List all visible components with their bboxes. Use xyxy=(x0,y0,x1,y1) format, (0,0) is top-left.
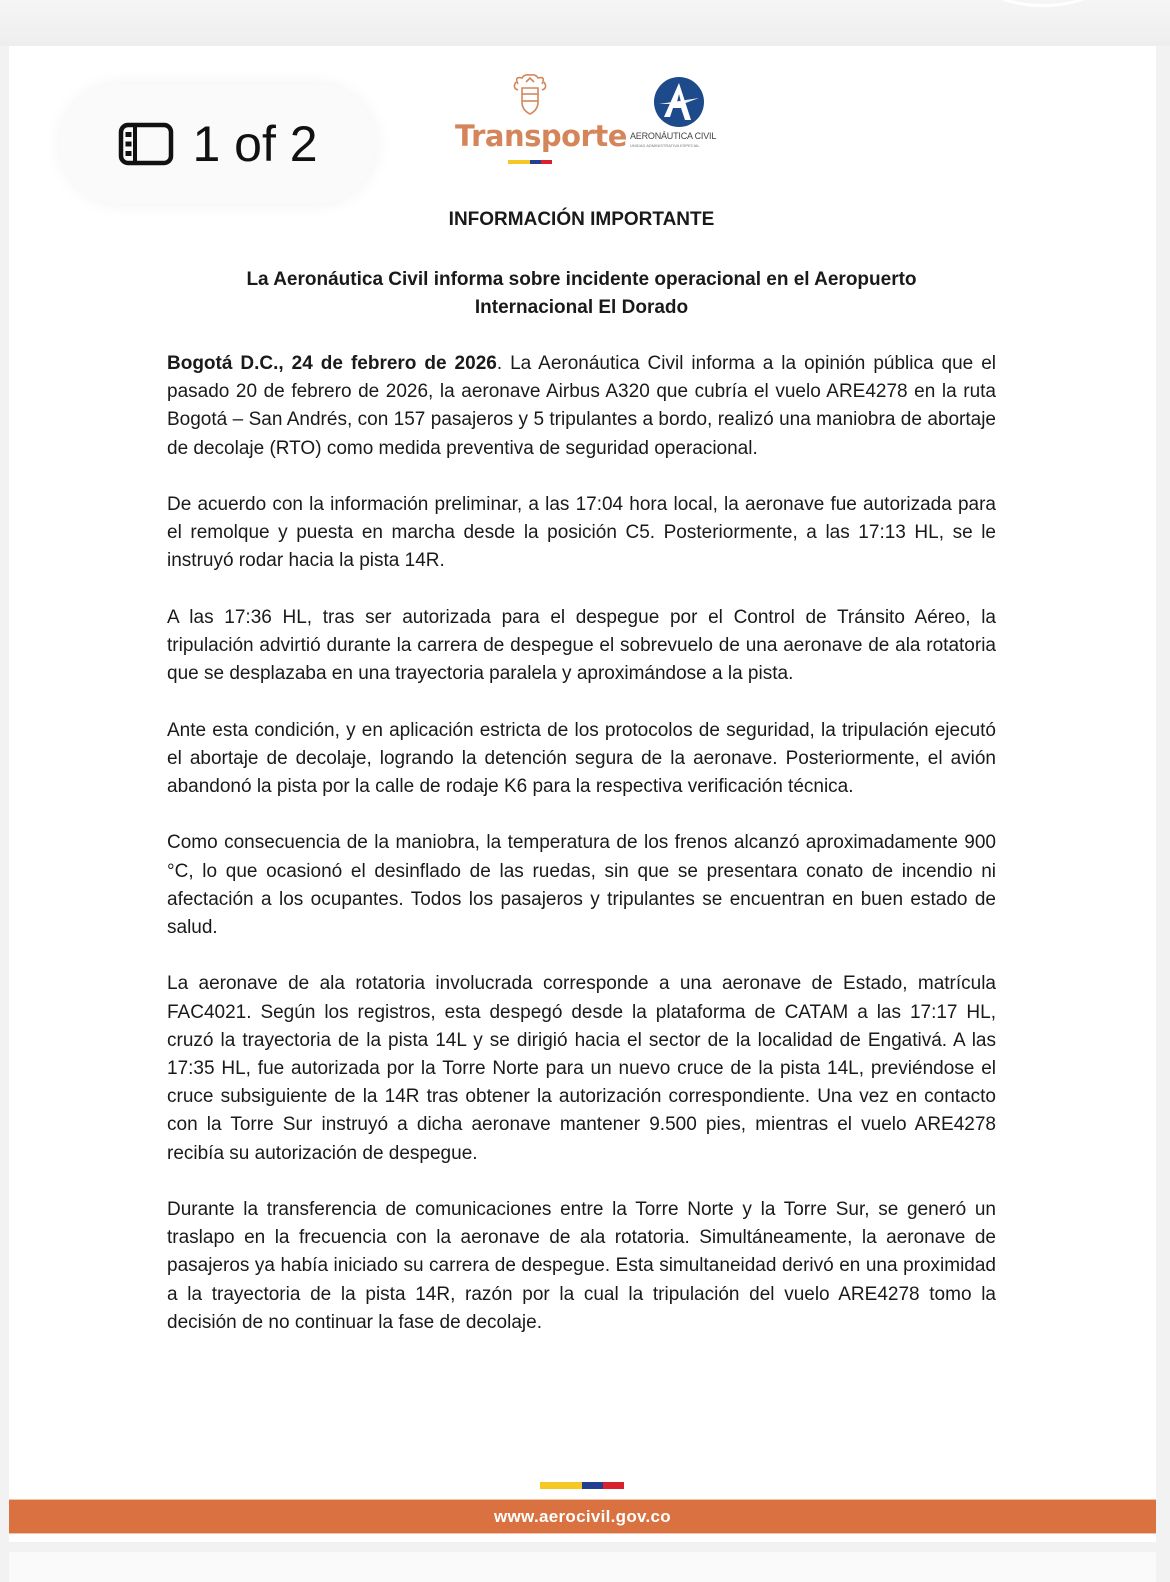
next-page-edge xyxy=(9,1552,1156,1582)
transporte-wordmark: Transporte xyxy=(455,119,627,153)
paragraph-7: Durante la transferencia de comunicaciones entre la Torre Norte y la Torre Sur, se generó un traslapo en la frecuencia con la aeronave de ala rotatoria. Simultáneamente, la aeronave de pasajeros ya había iniciado su carrera de despegue. Esta simultaneidad derivó en una proximidad a la trayectoria de la pista 14R, razón por la cual la tripulación del vuelo ARE4278 tomo la decisión de no continuar la fase de decolaje. xyxy=(167,1199,996,1333)
aerocivil-a-star-icon xyxy=(653,76,705,133)
sidebar-thumbnails-icon xyxy=(118,122,174,166)
viewer-top-bar xyxy=(0,0,1170,46)
document-heading: INFORMACIÓN IMPORTANTE xyxy=(448,209,715,230)
document-subtitle xyxy=(160,266,1003,322)
document-body xyxy=(167,350,996,1365)
footer-band xyxy=(9,1499,1156,1534)
colombia-coat-of-arms-icon xyxy=(510,72,550,123)
paragraph-2: De acuerdo con la información preliminar, a las 17:04 hora local, la aeronave fue autorizada para el remolque y puesta en marcha desde la posición C5. Posteriormente, a las 17:13 HL, se le instruyó rodar hacia la pista 14R. xyxy=(167,494,996,572)
paragraph-5: Como consecuencia de la maniobra, la temperatura de los frenos alcanzó aproximadamente 900 °C, lo que ocasionó el desinflado de las ruedas, sin que se presentara conato de incendio ni afectación a los ocupantes. Todos los pasajeros y tripulantes se encuentran en buen estado de salud. xyxy=(167,832,996,938)
dateline: Bogotá D.C., 24 de febrero de 2026 xyxy=(167,353,497,374)
page-counter-text: 1 of 2 xyxy=(192,116,318,172)
footer-flag-stripe xyxy=(540,1482,624,1489)
subtitle-line-2: Internacional El Dorado xyxy=(474,297,689,318)
aerocivil-name: AERONÁUTICA CIVIL xyxy=(630,131,717,141)
aerocivil-logo xyxy=(625,76,740,156)
paragraph-1-text: . La Aeronáutica Civil informa a la opinión pública que el pasado 20 de febrero de 2026, la aeronave Airbus A320 que cubría el vuelo ARE4278 en la ruta Bogotá – San Andrés, con 157 pasajeros y 5 tripulantes a bordo, realizó una maniobra de abortaje de decolaje (RTO) como medida preventiva de seguridad operacional. xyxy=(167,353,997,459)
page-counter-pill[interactable] xyxy=(60,84,376,204)
footer-url-link[interactable]: www.aerocivil.gov.co xyxy=(494,1506,671,1526)
paragraph-4: Ante esta condición, y en aplicación estricta de los protocolos de seguridad, la tripulación ejecutó el abortaje de decolaje, logrando la detención segura de la aeronave. Posteriormente, el avión abandonó la pista por la calle de rodaje K6 para la respectiva verificación técnica. xyxy=(167,719,996,797)
colombia-flag-stripe xyxy=(508,160,552,164)
subtitle-line-1: La Aeronáutica Civil informa sobre incidente operacional en el Aeropuerto xyxy=(246,269,917,290)
aerocivil-subtitle: UNIDAD ADMINISTRATIVA ESPECIAL xyxy=(630,143,700,148)
paragraph-3: A las 17:36 HL, tras ser autorizada para el despegue por el Control de Tránsito Aéreo, la tripulación advirtió durante la carrera de despegue el sobrevuelo de una aeronave de ala rotatoria que se desplazaba en una trayectoria paralela y aproximándose a la pista. xyxy=(167,606,996,685)
paragraph-1 xyxy=(167,350,996,463)
transporte-logo xyxy=(455,70,627,170)
paragraph-6: La aeronave de ala rotatoria involucrada corresponde a una aeronave de Estado, matrícula FAC4021. Según los registros, esta despegó desde la plataforma de CATAM a las 17:17 HL, cruzó la trayectoria de la pista 14L y se dirigió hacia el sector de la localidad de Engativá. A las 17:35 HL, fue autorizada por la Torre Norte para un nuevo cruce de la pista 14L, previéndose el cruce subsiguiente de la 14R tras obtener la autorización correspondiente. Una vez en contacto con la Torre Sur instruyó a dicha aeronave mantener 9.500 pies, mientras el vuelo ARE4278 recibía su autorización de despegue. xyxy=(167,973,996,1164)
